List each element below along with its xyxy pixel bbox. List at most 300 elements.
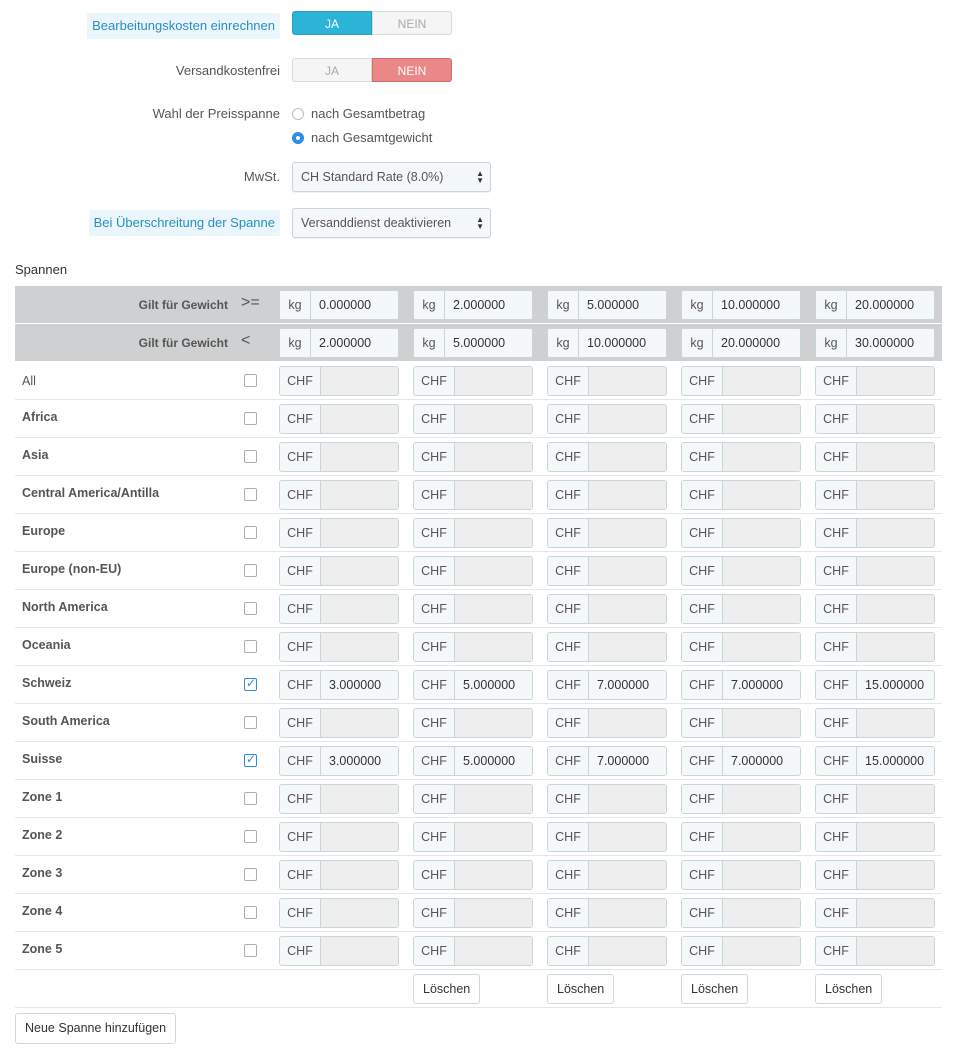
price-value[interactable]: 7.000000 <box>589 747 666 775</box>
zone-row <box>15 362 942 400</box>
currency-addon: CHF <box>280 595 321 623</box>
range-from-input[interactable] <box>547 290 667 320</box>
price-input[interactable] <box>279 480 399 510</box>
price-input[interactable] <box>413 480 533 510</box>
price-value[interactable] <box>455 443 532 471</box>
price-input[interactable] <box>413 670 533 700</box>
zone-row <box>15 818 942 856</box>
currency-addon: CHF <box>682 481 723 509</box>
price-input[interactable] <box>681 366 801 396</box>
out-of-range-row <box>0 208 967 238</box>
price-value[interactable] <box>321 595 398 623</box>
currency-addon: CHF <box>414 671 455 699</box>
price-input[interactable] <box>279 556 399 586</box>
currency-addon: CHF <box>414 861 455 889</box>
range-from-value[interactable]: 2.000000 <box>445 291 532 319</box>
zone-name: North America <box>22 600 108 614</box>
price-input[interactable] <box>815 784 935 814</box>
range-to-label: Gilt für Gewicht <box>138 336 228 350</box>
currency-addon: CHF <box>548 823 589 851</box>
currency-addon: CHF <box>548 785 589 813</box>
price-input[interactable] <box>279 708 399 738</box>
price-input[interactable] <box>547 480 667 510</box>
price-value[interactable] <box>723 785 800 813</box>
price-input[interactable] <box>815 822 935 852</box>
price-input[interactable] <box>815 480 935 510</box>
currency-addon: CHF <box>414 557 455 585</box>
price-input[interactable] <box>413 518 533 548</box>
free-shipping-no-option[interactable]: NEIN <box>372 58 452 82</box>
unit-addon: kg <box>548 329 579 357</box>
price-value[interactable] <box>321 519 398 547</box>
price-value[interactable] <box>321 899 398 927</box>
price-value[interactable] <box>589 557 666 585</box>
checkbox[interactable] <box>244 602 257 615</box>
checkbox-checked[interactable] <box>244 678 257 691</box>
out-of-range-select[interactable] <box>292 208 491 238</box>
delete-range-button[interactable]: Löschen <box>815 974 882 1004</box>
radio-button-selected-icon[interactable] <box>292 132 304 144</box>
range-to-value[interactable]: 10.000000 <box>579 329 666 357</box>
checkbox[interactable] <box>244 488 257 501</box>
free-shipping-yes-option[interactable]: JA <box>292 58 372 82</box>
price-value[interactable] <box>857 709 934 737</box>
price-input[interactable] <box>815 404 935 434</box>
free-shipping-switch[interactable] <box>292 58 452 84</box>
currency-addon: CHF <box>548 367 589 395</box>
price-value[interactable] <box>321 709 398 737</box>
price-value[interactable] <box>723 633 800 661</box>
price-value[interactable] <box>321 481 398 509</box>
price-value[interactable] <box>589 367 666 395</box>
price-value[interactable] <box>723 443 800 471</box>
price-input[interactable] <box>681 632 801 662</box>
price-input[interactable] <box>547 936 667 966</box>
price-value[interactable] <box>321 443 398 471</box>
radio-button-icon[interactable] <box>292 108 304 120</box>
handling-yes-option[interactable]: JA <box>292 11 372 35</box>
currency-addon: CHF <box>280 367 321 395</box>
price-value[interactable] <box>857 367 934 395</box>
price-value[interactable] <box>589 595 666 623</box>
zone-row <box>15 514 942 552</box>
out-of-range-select-value: Versanddienst deaktivieren <box>301 216 452 230</box>
price-input[interactable] <box>547 556 667 586</box>
delete-range-button[interactable]: Löschen <box>547 974 614 1004</box>
currency-addon: CHF <box>414 785 455 813</box>
price-value[interactable] <box>857 443 934 471</box>
currency-addon: CHF <box>816 747 857 775</box>
currency-addon: CHF <box>280 443 321 471</box>
range-to-value[interactable]: 2.000000 <box>311 329 398 357</box>
currency-addon: CHF <box>548 937 589 965</box>
price-input[interactable] <box>681 746 801 776</box>
price-value[interactable] <box>723 861 800 889</box>
price-input[interactable] <box>413 936 533 966</box>
price-value[interactable] <box>589 899 666 927</box>
price-input[interactable] <box>815 556 935 586</box>
price-input[interactable] <box>547 442 667 472</box>
price-input[interactable] <box>547 860 667 890</box>
checkbox[interactable] <box>244 526 257 539</box>
zone-row <box>15 932 942 970</box>
select-arrows-icon: ▲ ▼ <box>476 169 484 185</box>
currency-addon: CHF <box>682 785 723 813</box>
price-input[interactable] <box>681 936 801 966</box>
price-input[interactable] <box>279 366 399 396</box>
price-value[interactable]: 15.000000 <box>857 671 934 699</box>
price-value[interactable] <box>857 557 934 585</box>
zone-row <box>15 590 942 628</box>
billing-label: Wahl der Preisspanne <box>152 106 280 121</box>
currency-addon: CHF <box>816 823 857 851</box>
price-value[interactable]: 7.000000 <box>723 747 800 775</box>
price-value[interactable] <box>723 595 800 623</box>
price-input[interactable] <box>413 860 533 890</box>
price-input[interactable] <box>413 442 533 472</box>
price-value[interactable] <box>589 519 666 547</box>
price-input[interactable] <box>279 632 399 662</box>
currency-addon: CHF <box>414 481 455 509</box>
price-value[interactable]: 5.000000 <box>455 747 532 775</box>
price-value[interactable] <box>857 595 934 623</box>
price-input[interactable] <box>815 442 935 472</box>
price-value[interactable] <box>321 557 398 585</box>
price-value[interactable]: 7.000000 <box>589 671 666 699</box>
price-value[interactable] <box>589 443 666 471</box>
price-value[interactable] <box>321 937 398 965</box>
currency-addon: CHF <box>280 861 321 889</box>
range-from-value[interactable]: 0.000000 <box>311 291 398 319</box>
currency-addon: CHF <box>816 595 857 623</box>
checkbox[interactable] <box>244 868 257 881</box>
price-input[interactable] <box>547 518 667 548</box>
price-input[interactable] <box>681 442 801 472</box>
price-input[interactable] <box>413 898 533 928</box>
price-value[interactable] <box>455 481 532 509</box>
currency-addon: CHF <box>548 595 589 623</box>
currency-addon: CHF <box>682 747 723 775</box>
currency-addon: CHF <box>682 899 723 927</box>
currency-addon: CHF <box>816 367 857 395</box>
price-input[interactable] <box>547 632 667 662</box>
checkbox[interactable] <box>244 412 257 425</box>
range-from-input[interactable] <box>279 290 399 320</box>
zone-row <box>15 628 942 666</box>
currency-addon: CHF <box>682 443 723 471</box>
zone-name: Zone 5 <box>22 942 63 956</box>
price-input[interactable] <box>815 746 935 776</box>
currency-addon: CHF <box>414 405 455 433</box>
handling-no-option[interactable]: NEIN <box>372 11 452 35</box>
price-input[interactable] <box>279 594 399 624</box>
currency-addon: CHF <box>682 405 723 433</box>
price-input[interactable] <box>279 898 399 928</box>
currency-addon: CHF <box>816 633 857 661</box>
price-input[interactable] <box>547 366 667 396</box>
currency-addon: CHF <box>548 633 589 661</box>
price-value[interactable] <box>455 899 532 927</box>
currency-addon: CHF <box>682 519 723 547</box>
currency-addon: CHF <box>414 937 455 965</box>
checkbox[interactable] <box>244 906 257 919</box>
price-value[interactable] <box>857 899 934 927</box>
currency-addon: CHF <box>414 747 455 775</box>
price-value[interactable] <box>857 861 934 889</box>
price-input[interactable] <box>413 632 533 662</box>
price-value[interactable] <box>455 861 532 889</box>
currency-addon: CHF <box>548 747 589 775</box>
price-input[interactable] <box>681 480 801 510</box>
tax-row <box>0 162 967 192</box>
price-input[interactable] <box>279 860 399 890</box>
unit-addon: kg <box>280 291 311 319</box>
select-arrows-icon: ▲ ▼ <box>476 215 484 231</box>
range-from-value[interactable]: 5.000000 <box>579 291 666 319</box>
zone-name: Zone 3 <box>22 866 63 880</box>
checkbox[interactable] <box>244 374 257 387</box>
price-value[interactable] <box>589 481 666 509</box>
price-value[interactable] <box>589 785 666 813</box>
price-input[interactable] <box>279 822 399 852</box>
checkbox[interactable] <box>244 564 257 577</box>
price-value[interactable] <box>321 405 398 433</box>
price-value[interactable] <box>455 937 532 965</box>
price-value[interactable]: 3.000000 <box>321 671 398 699</box>
price-input[interactable] <box>279 746 399 776</box>
price-value[interactable] <box>857 519 934 547</box>
price-input[interactable] <box>279 670 399 700</box>
price-input[interactable] <box>681 518 801 548</box>
price-input[interactable] <box>279 442 399 472</box>
range-to-input[interactable] <box>681 328 801 358</box>
price-input[interactable] <box>279 518 399 548</box>
price-value[interactable] <box>723 557 800 585</box>
price-input[interactable] <box>413 366 533 396</box>
unit-addon: kg <box>414 291 445 319</box>
price-value[interactable] <box>723 405 800 433</box>
zone-name: All <box>22 374 36 388</box>
price-input[interactable] <box>815 898 935 928</box>
price-value[interactable] <box>455 823 532 851</box>
price-value[interactable] <box>321 861 398 889</box>
checkbox[interactable] <box>244 640 257 653</box>
price-value[interactable] <box>455 557 532 585</box>
billing-option-weight[interactable] <box>292 128 432 148</box>
price-value[interactable] <box>857 785 934 813</box>
price-input[interactable] <box>413 404 533 434</box>
price-value[interactable] <box>321 785 398 813</box>
currency-addon: CHF <box>682 861 723 889</box>
currency-addon: CHF <box>816 899 857 927</box>
currency-addon: CHF <box>414 823 455 851</box>
price-value[interactable] <box>455 405 532 433</box>
currency-addon: CHF <box>682 595 723 623</box>
currency-addon: CHF <box>816 405 857 433</box>
price-value[interactable] <box>857 405 934 433</box>
price-input[interactable] <box>279 936 399 966</box>
price-input[interactable] <box>547 784 667 814</box>
price-value[interactable] <box>723 709 800 737</box>
price-input[interactable] <box>547 822 667 852</box>
price-value[interactable] <box>589 405 666 433</box>
price-value[interactable] <box>321 367 398 395</box>
currency-addon: CHF <box>682 633 723 661</box>
currency-addon: CHF <box>414 633 455 661</box>
price-value[interactable] <box>455 633 532 661</box>
checkbox[interactable] <box>244 716 257 729</box>
range-to-row <box>15 324 942 362</box>
price-value[interactable] <box>857 823 934 851</box>
currency-addon: CHF <box>280 937 321 965</box>
price-value[interactable]: 5.000000 <box>455 671 532 699</box>
price-input[interactable] <box>681 670 801 700</box>
currency-addon: CHF <box>548 405 589 433</box>
price-input[interactable] <box>413 822 533 852</box>
zone-name: Schweiz <box>22 676 72 690</box>
range-to-value[interactable]: 5.000000 <box>445 329 532 357</box>
price-value[interactable] <box>723 367 800 395</box>
range-to-input[interactable] <box>279 328 399 358</box>
price-value[interactable] <box>455 367 532 395</box>
currency-addon: CHF <box>280 823 321 851</box>
price-input[interactable] <box>279 784 399 814</box>
price-value[interactable] <box>723 481 800 509</box>
price-input[interactable] <box>547 746 667 776</box>
currency-addon: CHF <box>548 557 589 585</box>
range-to-input[interactable] <box>413 328 533 358</box>
price-input[interactable] <box>681 556 801 586</box>
free-shipping-label: Versandkostenfrei <box>175 63 280 78</box>
price-input[interactable] <box>413 784 533 814</box>
checkbox[interactable] <box>244 792 257 805</box>
range-from-input[interactable] <box>413 290 533 320</box>
price-input[interactable] <box>681 860 801 890</box>
price-value[interactable] <box>857 633 934 661</box>
price-input[interactable] <box>815 860 935 890</box>
price-value[interactable] <box>857 937 934 965</box>
price-input[interactable] <box>547 594 667 624</box>
price-input[interactable] <box>815 518 935 548</box>
range-from-operator: >= <box>241 294 260 311</box>
ranges-title: Spannen <box>15 262 68 277</box>
range-to-input[interactable] <box>815 328 935 358</box>
price-input[interactable] <box>547 708 667 738</box>
range-from-value[interactable]: 20.000000 <box>847 291 934 319</box>
price-input[interactable] <box>681 404 801 434</box>
add-range-button[interactable]: Neue Spanne hinzufügen <box>15 1013 176 1044</box>
currency-addon: CHF <box>548 443 589 471</box>
price-value[interactable]: 7.000000 <box>723 671 800 699</box>
price-value[interactable] <box>321 823 398 851</box>
price-input[interactable] <box>815 936 935 966</box>
price-value[interactable] <box>455 709 532 737</box>
price-value[interactable] <box>723 899 800 927</box>
zone-row <box>15 476 942 514</box>
price-value[interactable] <box>455 785 532 813</box>
range-to-value[interactable]: 20.000000 <box>713 329 800 357</box>
price-input[interactable] <box>413 746 533 776</box>
price-input[interactable] <box>815 708 935 738</box>
currency-addon: CHF <box>280 785 321 813</box>
price-value[interactable]: 15.000000 <box>857 747 934 775</box>
handling-switch[interactable] <box>292 11 452 37</box>
billing-row <box>0 99 967 149</box>
price-input[interactable] <box>681 822 801 852</box>
currency-addon: CHF <box>816 671 857 699</box>
price-value[interactable]: 3.000000 <box>321 747 398 775</box>
range-from-input[interactable] <box>815 290 935 320</box>
price-value[interactable] <box>455 519 532 547</box>
delete-range-button[interactable]: Löschen <box>413 974 480 1004</box>
checkbox[interactable] <box>244 830 257 843</box>
range-from-label: Gilt für Gewicht <box>138 298 228 312</box>
price-value[interactable] <box>589 861 666 889</box>
range-from-value[interactable]: 10.000000 <box>713 291 800 319</box>
price-input[interactable] <box>815 366 935 396</box>
price-input[interactable] <box>681 784 801 814</box>
price-value[interactable] <box>723 823 800 851</box>
currency-addon: CHF <box>280 709 321 737</box>
price-input[interactable] <box>279 404 399 434</box>
currency-addon: CHF <box>816 557 857 585</box>
price-input[interactable] <box>815 670 935 700</box>
price-input[interactable] <box>547 404 667 434</box>
range-from-input[interactable] <box>681 290 801 320</box>
price-input[interactable] <box>681 594 801 624</box>
unit-addon: kg <box>682 329 713 357</box>
currency-addon: CHF <box>548 671 589 699</box>
price-input[interactable] <box>413 594 533 624</box>
zone-row <box>15 552 942 590</box>
handling-label: Bearbeitungskosten einrechnen <box>87 13 280 39</box>
price-value[interactable] <box>589 709 666 737</box>
price-value[interactable] <box>723 937 800 965</box>
currency-addon: CHF <box>816 443 857 471</box>
price-input[interactable] <box>681 708 801 738</box>
price-input[interactable] <box>815 632 935 662</box>
currency-addon: CHF <box>414 519 455 547</box>
checkbox[interactable] <box>244 944 257 957</box>
price-value[interactable] <box>723 519 800 547</box>
price-value[interactable] <box>589 823 666 851</box>
delete-range-button[interactable]: Löschen <box>681 974 748 1004</box>
price-value[interactable] <box>321 633 398 661</box>
zone-name: Asia <box>22 448 49 462</box>
range-to-input[interactable] <box>547 328 667 358</box>
checkbox-checked[interactable] <box>244 754 257 767</box>
range-to-value[interactable]: 30.000000 <box>847 329 934 357</box>
price-input[interactable] <box>815 594 935 624</box>
tax-select[interactable] <box>292 162 491 192</box>
currency-addon: CHF <box>682 557 723 585</box>
price-input[interactable] <box>413 556 533 586</box>
price-value[interactable] <box>857 481 934 509</box>
price-input[interactable] <box>681 898 801 928</box>
zone-row <box>15 742 942 780</box>
currency-addon: CHF <box>414 899 455 927</box>
price-value[interactable] <box>589 633 666 661</box>
zone-name: Europe <box>22 524 66 538</box>
checkbox[interactable] <box>244 450 257 463</box>
billing-option-total[interactable] <box>292 104 425 124</box>
price-input[interactable] <box>547 670 667 700</box>
price-input[interactable] <box>413 708 533 738</box>
price-input[interactable] <box>547 898 667 928</box>
price-value[interactable] <box>455 595 532 623</box>
price-value[interactable] <box>589 937 666 965</box>
zone-row <box>15 666 942 704</box>
